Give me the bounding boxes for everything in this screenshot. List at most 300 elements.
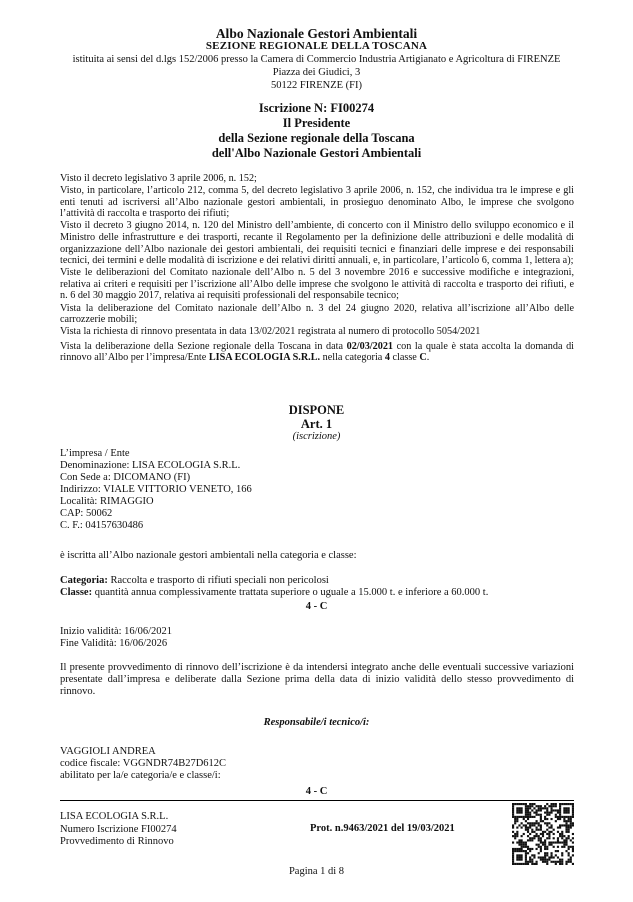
qr-module [559,841,561,843]
qr-module [544,846,546,848]
qr-module [544,831,546,833]
qr-module [521,841,523,843]
qr-module [533,816,535,818]
qr-module [568,824,570,826]
qr-module [565,829,567,831]
qr-module [565,831,567,833]
qr-module [540,848,542,850]
qr-module [529,850,531,852]
validity-end: Fine Validità: 16/06/2026 [60,638,168,649]
qr-module [514,863,516,865]
qr-module [565,816,567,818]
qr-module [563,812,565,814]
preamble-paragraph: Vista la deliberazione del Comitato nazionale dell’Albo n. 3 del 24 giugno 2020, relativa all’iscrizione all’Albo delle carrozzerie mobili; [60,302,574,326]
qr-module [518,803,520,805]
qr-module [529,805,531,807]
qr-module [540,846,542,848]
qr-module [529,827,531,829]
responsabile-name: VAGGIOLI ANDREA [60,746,156,757]
qr-module [548,805,550,807]
qr-module [536,814,538,816]
qr-module [568,854,570,856]
qr-module [555,814,557,816]
qr-module [525,852,527,854]
qr-module [557,816,559,818]
preamble-paragraph: Visto, in particolare, l’articolo 212, comma 5, del decreto legislativo 3 aprile 2006, n. 152, che individua tra le imprese e gli enti tenuti ad iscriversi all’Albo nazionale gestori ambientali, in prosieguo denominato Albo, le imprese che svolgono l’attività di raccolta e trasporto dei rifiuti; [60,185,574,220]
qr-module [514,848,516,850]
qr-module [561,831,563,833]
qr-module [550,856,552,858]
qr-module [529,859,531,861]
qr-module [531,805,533,807]
qr-module [563,841,565,843]
qr-module [525,807,527,809]
qr-module [553,841,555,843]
qr-module [540,856,542,858]
responsabile-code: 4 - C [305,786,328,797]
qr-module [516,863,518,865]
qr-module [518,850,520,852]
qr-module [557,850,559,852]
qr-module [531,829,533,831]
qr-module [565,809,567,811]
qr-module [548,827,550,829]
qr-module [570,820,572,822]
qr-module [516,812,518,814]
qr-module [512,835,514,837]
qr-module [527,846,529,848]
qr-module [559,833,561,835]
qr-module [527,863,529,865]
qr-module [542,861,544,863]
qr-module [527,848,529,850]
qr-module [512,824,514,826]
qr-module [572,805,574,807]
qr-module [536,820,538,822]
qr-module [557,837,559,839]
qr-module [538,852,540,854]
qr-module [565,837,567,839]
qr-module [546,809,548,811]
qr-module [548,831,550,833]
qr-module [531,837,533,839]
qr-module [540,827,542,829]
qr-module [555,803,557,805]
qr-module [521,809,523,811]
qr-module [521,827,523,829]
qr-module [555,809,557,811]
qr-module [533,863,535,865]
qr-module [568,831,570,833]
qr-module [550,809,552,811]
qr-module [525,809,527,811]
qr-module [533,807,535,809]
qr-module [527,814,529,816]
qr-module [546,803,548,805]
qr-module [531,803,533,805]
qr-module [546,818,548,820]
qr-module [546,861,548,863]
qr-module [546,812,548,814]
qr-module [527,835,529,837]
qr-module [525,827,527,829]
qr-module [563,818,565,820]
qr-module [525,854,527,856]
preamble-paragraph: Visto il decreto legislativo 3 aprile 2006, n. 152; [60,173,257,184]
qr-module [516,820,518,822]
qr-module [538,856,540,858]
qr-module [548,844,550,846]
company-cap: CAP: 50062 [60,508,113,519]
qr-module [525,816,527,818]
qr-module [563,807,565,809]
president-section: della Sezione regionale della Toscana [218,131,415,145]
qr-module [538,824,540,826]
qr-module [561,837,563,839]
qr-module [555,854,557,856]
president-block [0,101,633,161]
qr-module [514,837,516,839]
qr-module [563,803,565,805]
qr-module [561,824,563,826]
qr-module [544,812,546,814]
qr-module [531,848,533,850]
protocol-number: Prot. n.9463/2021 del 19/03/2021 [310,823,455,834]
qr-module [540,807,542,809]
footer-provvedimento: Provvedimento di Rinnovo [60,836,174,847]
qr-module [568,835,570,837]
qr-module [559,863,561,865]
categoria-label: Categoria: [60,575,108,586]
qr-module [544,807,546,809]
qr-module [529,814,531,816]
qr-module [550,803,552,805]
qr-module [568,837,570,839]
qr-module [570,803,572,805]
qr-module [516,854,518,856]
qr-module [570,818,572,820]
qr-module [550,812,552,814]
qr-module [550,805,552,807]
qr-module [531,831,533,833]
qr-module [540,833,542,835]
validity-start: Inizio validità: 16/06/2021 [60,626,172,637]
qr-module [516,809,518,811]
qr-module [529,856,531,858]
responsabili-heading: Responsabile/i tecnico/i: [263,717,370,728]
qr-module [561,854,563,856]
qr-module [559,812,561,814]
qr-module [544,841,546,843]
qr-module [565,863,567,865]
qr-module [542,859,544,861]
qr-module [540,829,542,831]
dispone-block [0,403,633,443]
qr-module [529,812,531,814]
qr-module [525,803,527,805]
qr-module [538,837,540,839]
qr-module [572,833,574,835]
qr-module [572,814,574,816]
president-title: Il Presidente [282,116,351,130]
company-denominazione: Denominazione: LISA ECOLOGIA S.R.L. [60,460,241,471]
qr-module [557,861,559,863]
qr-module [536,861,538,863]
qr-module [561,863,563,865]
qr-module [536,844,538,846]
qr-module [544,856,546,858]
qr-module [521,835,523,837]
qr-module [540,816,542,818]
qr-module [514,850,516,852]
qr-module [516,803,518,805]
qr-module [559,816,561,818]
qr-module [540,839,542,841]
qr-module [540,837,542,839]
qr-module [559,859,561,861]
qr-module [548,856,550,858]
qr-module [531,824,533,826]
qr-module [533,854,535,856]
qr-module [544,805,546,807]
qr-module [572,822,574,824]
qr-module [563,824,565,826]
qr-module [538,814,540,816]
qr-module [518,812,520,814]
qr-module [516,850,518,852]
qr-module [536,812,538,814]
qr-module [559,835,561,837]
qr-module [527,829,529,831]
qr-module [548,833,550,835]
qr-module [544,854,546,856]
qr-module [531,809,533,811]
qr-module [518,841,520,843]
dispone-title: DISPONE [288,403,345,417]
qr-module [514,820,516,822]
qr-module [546,822,548,824]
qr-module [565,827,567,829]
qr-module [548,812,550,814]
document-header [0,27,633,92]
qr-module [568,848,570,850]
qr-module [546,848,548,850]
qr-module [572,841,574,843]
qr-module [531,863,533,865]
qr-module [538,809,540,811]
qr-module [546,854,548,856]
qr-module [544,859,546,861]
qr-module [553,809,555,811]
qr-module [536,809,538,811]
qr-module [525,863,527,865]
qr-module [572,854,574,856]
qr-module [570,846,572,848]
qr-module [514,822,516,824]
qr-module [540,824,542,826]
qr-module [572,824,574,826]
qr-module [550,807,552,809]
qr-module [561,803,563,805]
qr-module [540,859,542,861]
qr-module [518,824,520,826]
qr-module [527,816,529,818]
qr-module [561,861,563,863]
qr-module [512,814,514,816]
qr-module [563,835,565,837]
qr-module [512,863,514,865]
qr-module [540,809,542,811]
qr-module [521,807,523,809]
qr-module [512,803,514,805]
qr-module [516,856,518,858]
qr-module [525,841,527,843]
classe-value: quantità annua complessivamente trattata superiore o uguale a 15.000 t. e inferiore a 60.000 t. [92,587,489,598]
qr-module [538,846,540,848]
qr-module [531,861,533,863]
qr-module [568,827,570,829]
qr-module [516,831,518,833]
qr-module [555,863,557,865]
qr-module [561,852,563,854]
qr-module [523,816,525,818]
qr-module [572,803,574,805]
qr-module [565,841,567,843]
qr-module [550,827,552,829]
qr-module [538,807,540,809]
qr-module [521,850,523,852]
qr-module [525,850,527,852]
qr-module [557,818,559,820]
qr-module [525,856,527,858]
qr-module [512,809,514,811]
qr-module [518,807,520,809]
qr-module [516,835,518,837]
qr-module [557,846,559,848]
qr-module [512,827,514,829]
qr-module [527,831,529,833]
qr-module [548,859,550,861]
qr-module [546,863,548,865]
qr-module [529,848,531,850]
qr-module [533,831,535,833]
qr-module [512,805,514,807]
qr-module [525,829,527,831]
qr-module [572,850,574,852]
qr-module [570,839,572,841]
qr-module [546,807,548,809]
qr-module [536,827,538,829]
qr-module [518,854,520,856]
qr-code [512,803,574,865]
qr-module [544,816,546,818]
qr-module [553,837,555,839]
qr-module [529,803,531,805]
qr-module [529,837,531,839]
qr-module [521,822,523,824]
categoria-block [60,575,574,599]
qr-module [546,846,548,848]
qr-module [523,846,525,848]
qr-module [557,839,559,841]
qr-module [565,803,567,805]
qr-module [521,816,523,818]
qr-module [565,820,567,822]
qr-module [555,861,557,863]
qr-module [518,859,520,861]
qr-module [559,814,561,816]
qr-module [531,859,533,861]
qr-module [516,807,518,809]
preamble-paragraph: Vista la richiesta di rinnovo presentata in data 13/02/2021 registrata al numero di protocollo 5054/2021 [60,326,481,338]
qr-module [525,861,527,863]
institution-line: istituita ai sensi del d.lgs 152/2006 presso la Camera di Commercio Industria Artigianato e Agricoltura di FIRENZE [72,54,561,65]
qr-module [557,827,559,829]
qr-module [544,852,546,854]
qr-module [538,839,540,841]
qr-module [548,835,550,837]
qr-module [559,809,561,811]
qr-module [527,805,529,807]
qr-module [568,861,570,863]
qr-module [527,861,529,863]
qr-module [563,809,565,811]
qr-module [553,829,555,831]
qr-module [544,822,546,824]
qr-module [557,812,559,814]
qr-module [525,820,527,822]
qr-module [536,829,538,831]
qr-module [529,861,531,863]
footer-numero: Numero Iscrizione FI00274 [60,823,177,835]
qr-module [559,818,561,820]
qr-module [561,833,563,835]
qr-module [538,822,540,824]
qr-module [536,805,538,807]
company-sede: Con Sede a: DICOMANO (FI) [60,472,191,483]
qr-module [546,833,548,835]
qr-module [512,859,514,861]
qr-module [523,841,525,843]
qr-module [536,833,538,835]
qr-module [516,833,518,835]
qr-module [568,820,570,822]
qr-module [516,827,518,829]
qr-module [563,820,565,822]
qr-module [542,835,544,837]
qr-module [525,824,527,826]
qr-module [568,852,570,854]
qr-module [565,844,567,846]
qr-module [533,803,535,805]
qr-module [563,846,565,848]
qr-module [555,805,557,807]
qr-module [527,807,529,809]
qr-module [542,856,544,858]
qr-module [538,805,540,807]
footer-divider [60,800,574,801]
qr-module [550,852,552,854]
qr-module [553,861,555,863]
responsabile-abilitato: abilitato per la/e categoria/e e classe/i: [60,770,221,781]
qr-module [550,861,552,863]
qr-module [555,820,557,822]
qr-module [518,856,520,858]
qr-module [553,856,555,858]
qr-module [540,820,542,822]
qr-module [565,850,567,852]
qr-module [521,846,523,848]
